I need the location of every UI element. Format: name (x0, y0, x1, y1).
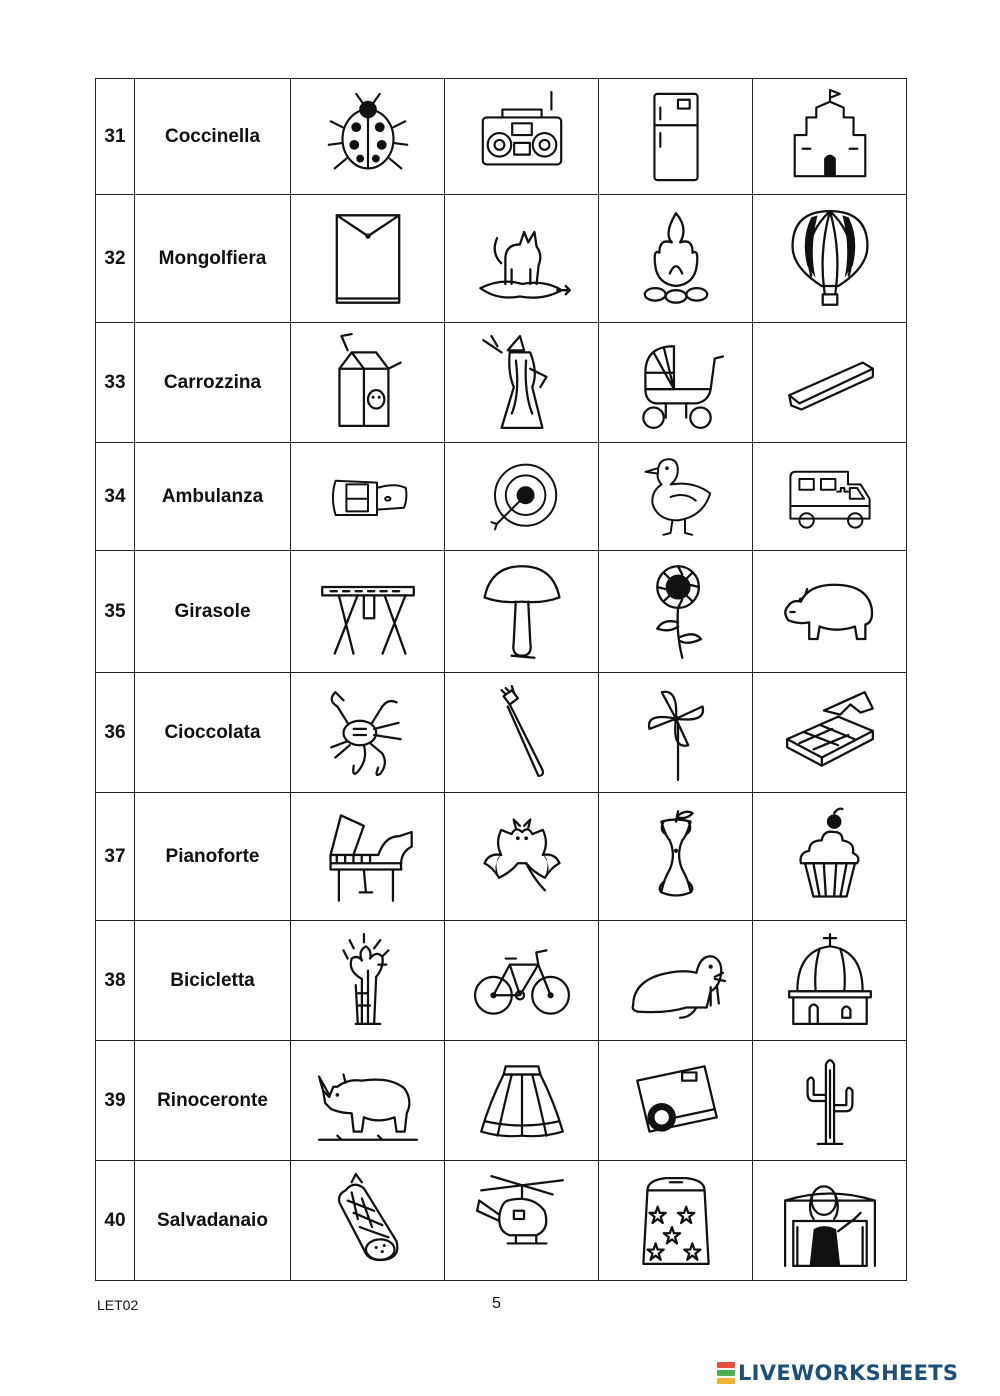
row-number: 34 (96, 443, 135, 551)
picture-choice-cell[interactable] (445, 1161, 599, 1281)
cat-puddle-icon (470, 207, 574, 311)
picture-choice-cell[interactable] (599, 921, 753, 1041)
table-row (96, 323, 907, 443)
target-word: Coccinella (135, 79, 291, 195)
table-row (96, 921, 907, 1041)
logo-mark-icon (717, 1362, 735, 1384)
pinwheel-icon (625, 682, 727, 784)
camera-icon (625, 1050, 727, 1152)
picture-choice-cell[interactable] (753, 79, 907, 195)
dome-icon (779, 930, 881, 1032)
target-word: Ambulanza (135, 443, 291, 551)
page-number: 5 (492, 1295, 501, 1312)
picture-choice-cell[interactable] (599, 1161, 753, 1281)
wizard-icon (471, 332, 573, 434)
chocolate-bar-icon (779, 682, 881, 784)
picture-choice-cell[interactable] (599, 323, 753, 443)
target-word: Salvadanaio (135, 1161, 291, 1281)
picture-choice-cell[interactable] (445, 551, 599, 673)
hippo-icon (778, 560, 882, 664)
belt-icon (323, 452, 413, 542)
picture-choice-cell[interactable] (291, 195, 445, 323)
apple-core-icon (624, 805, 728, 909)
salami-icon (317, 1170, 419, 1272)
row-number: 36 (96, 673, 135, 793)
picture-choice-cell[interactable] (291, 793, 445, 921)
sunflower-icon (624, 560, 728, 664)
table-row (96, 79, 907, 195)
picture-choice-cell[interactable] (753, 793, 907, 921)
picture-choice-cell[interactable] (445, 793, 599, 921)
target-word: Mongolfiera (135, 195, 291, 323)
picture-choice-cell[interactable] (445, 921, 599, 1041)
picture-choice-cell[interactable] (599, 793, 753, 921)
row-number: 37 (96, 793, 135, 921)
picture-choice-cell[interactable] (291, 551, 445, 673)
liveworksheets-logo[interactable] (717, 1361, 958, 1385)
picture-choice-cell[interactable] (445, 195, 599, 323)
ironing-board-icon (316, 560, 420, 664)
picture-choice-cell[interactable] (599, 1041, 753, 1161)
row-number: 32 (96, 195, 135, 323)
picture-choice-cell[interactable] (753, 673, 907, 793)
cupcake-icon (778, 805, 882, 909)
envelope-icon (316, 207, 420, 311)
picture-choice-cell[interactable] (753, 921, 907, 1041)
bicycle-icon (471, 930, 573, 1032)
brand-name: LIVEWORKSHEETS (738, 1361, 959, 1385)
worksheet-table-container (95, 78, 902, 1280)
target-icon (477, 452, 567, 542)
picture-choice-cell[interactable] (599, 443, 753, 551)
row-number: 35 (96, 551, 135, 673)
picture-choice-cell[interactable] (753, 195, 907, 323)
picture-choice-cell[interactable] (753, 323, 907, 443)
row-number: 39 (96, 1041, 135, 1161)
walrus-icon (625, 930, 727, 1032)
ladybug-icon (319, 88, 417, 186)
target-word: Pianoforte (135, 793, 291, 921)
sandcastle-icon (781, 88, 879, 186)
table-row (96, 673, 907, 793)
crab-icon (317, 682, 419, 784)
piggy-bank-jar-icon (625, 1170, 727, 1272)
row-number: 31 (96, 79, 135, 195)
row-number: 40 (96, 1161, 135, 1281)
picture-choice-cell[interactable] (445, 323, 599, 443)
cactus-icon (779, 1050, 881, 1152)
table-row (96, 551, 907, 673)
hot-air-balloon-icon (778, 207, 882, 311)
table-row (96, 1041, 907, 1161)
table-row (96, 793, 907, 921)
picture-choice-cell[interactable] (291, 443, 445, 551)
campfire-icon (624, 207, 728, 311)
target-word: Bicicletta (135, 921, 291, 1041)
picture-choice-cell[interactable] (599, 195, 753, 323)
picture-choice-cell[interactable] (445, 443, 599, 551)
picture-choice-cell[interactable] (445, 1041, 599, 1161)
picture-choice-cell[interactable] (291, 921, 445, 1041)
footer-code: LET02 (97, 1297, 139, 1313)
duck-icon (631, 452, 721, 542)
bat-icon (470, 805, 574, 909)
skirt-icon (471, 1050, 573, 1152)
picture-choice-cell[interactable] (291, 79, 445, 195)
picture-choice-cell[interactable] (599, 551, 753, 673)
refrigerator-icon (627, 88, 725, 186)
toothbrush-icon (471, 682, 573, 784)
picture-choice-cell[interactable] (753, 443, 907, 551)
table-row (96, 195, 907, 323)
picture-choice-cell[interactable] (445, 79, 599, 195)
picture-choice-cell[interactable] (753, 551, 907, 673)
grand-piano-icon (316, 805, 420, 909)
milk-carton-icon (317, 332, 419, 434)
judge-icon (779, 1170, 881, 1272)
word-picture-table (95, 78, 907, 1281)
picture-choice-cell[interactable] (599, 79, 753, 195)
table-row (96, 443, 907, 551)
baby-carriage-icon (625, 332, 727, 434)
picture-choice-cell[interactable] (291, 323, 445, 443)
row-number: 38 (96, 921, 135, 1041)
picture-choice-cell[interactable] (753, 1161, 907, 1281)
picture-choice-cell[interactable] (753, 1041, 907, 1161)
mushroom-icon (470, 560, 574, 664)
picture-choice-cell[interactable] (599, 673, 753, 793)
picture-choice-cell[interactable] (291, 1161, 445, 1281)
row-number: 33 (96, 323, 135, 443)
table-body (96, 79, 907, 1281)
target-word: Carrozzina (135, 323, 291, 443)
chalk-icon (779, 332, 881, 434)
target-word: Cioccolata (135, 673, 291, 793)
boombox-icon (473, 88, 571, 186)
picture-choice-cell[interactable] (445, 673, 599, 793)
rhinoceros-icon (317, 1050, 419, 1152)
table-row (96, 1161, 907, 1281)
picture-choice-cell[interactable] (291, 1041, 445, 1161)
celery-icon (317, 930, 419, 1032)
helicopter-icon (471, 1170, 573, 1272)
picture-choice-cell[interactable] (291, 673, 445, 793)
target-word: Rinoceronte (135, 1041, 291, 1161)
ambulance-icon (785, 452, 875, 542)
target-word: Girasole (135, 551, 291, 673)
